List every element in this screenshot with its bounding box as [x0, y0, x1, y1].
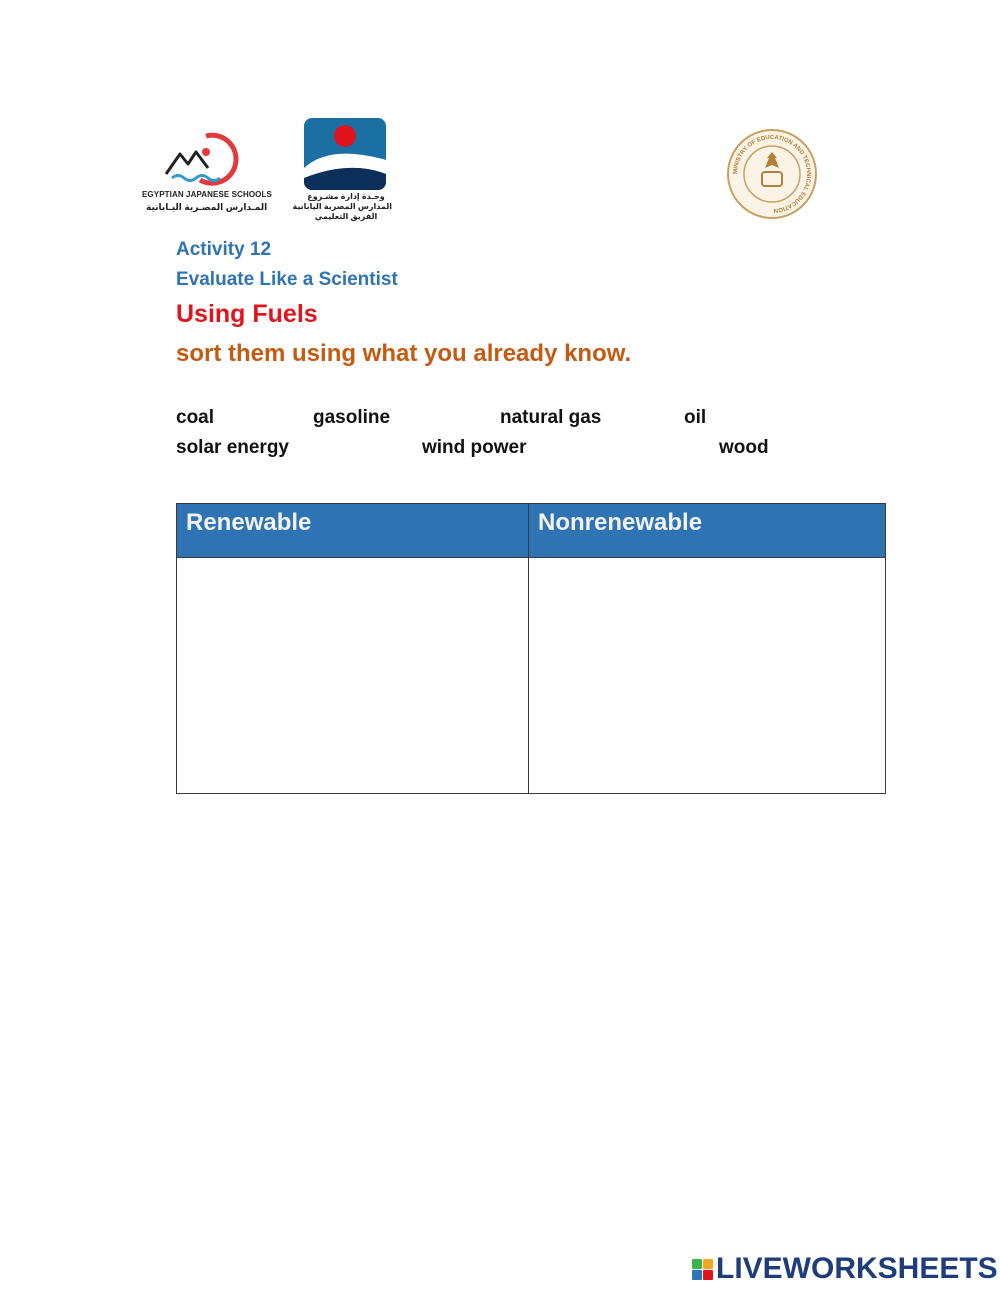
liveworksheets-logo-icon	[692, 1259, 713, 1280]
liveworksheets-wordmark: LIVEWORKSHEETS	[716, 1252, 998, 1285]
ministry-seal	[726, 128, 818, 220]
project-unit-line-2: المدارس المصرية اليابانية	[292, 202, 392, 211]
ejs-emblem-icon	[138, 128, 262, 188]
word-oil[interactable]: oil	[684, 407, 707, 428]
word-coal[interactable]: coal	[176, 407, 215, 428]
ministry-seal-text: MINISTRY OF EDUCATION AND TECHNICAL EDUCATION	[732, 134, 812, 214]
project-unit-line-3: الفريق التعليمي	[314, 212, 378, 221]
project-unit-logo	[292, 116, 392, 226]
project-unit-emblem-icon	[300, 116, 392, 192]
activity-number: Activity 12	[176, 239, 272, 260]
word-wood[interactable]: wood	[719, 437, 769, 458]
word-gasoline[interactable]: gasoline	[313, 407, 391, 428]
word-wind-power[interactable]: wind power	[422, 437, 527, 458]
sorting-table	[176, 503, 886, 794]
activity-subtitle: Evaluate Like a Scientist	[176, 269, 398, 290]
word-natural-gas[interactable]: natural gas	[500, 407, 602, 428]
nonrenewable-header: Nonrenewable	[529, 504, 886, 558]
ejs-arabic-name: المـدارس المصـرية اليـابانية	[146, 202, 268, 212]
nonrenewable-drop-zone[interactable]	[529, 558, 886, 794]
egyptian-japanese-schools-logo	[138, 128, 272, 216]
ministry-seal-icon	[726, 128, 818, 220]
page-title: Using Fuels	[176, 300, 318, 328]
word-solar-energy[interactable]: solar energy	[176, 437, 289, 458]
instruction-text: sort them using what you already know.	[176, 340, 632, 367]
ejs-english-name: EGYPTIAN JAPANESE SCHOOLS	[142, 190, 272, 199]
renewable-header: Renewable	[177, 504, 529, 558]
project-unit-line-1: وحـدة إدارة مشـروع	[307, 192, 385, 201]
renewable-drop-zone[interactable]	[177, 558, 529, 794]
liveworksheets-brand	[692, 1254, 998, 1284]
